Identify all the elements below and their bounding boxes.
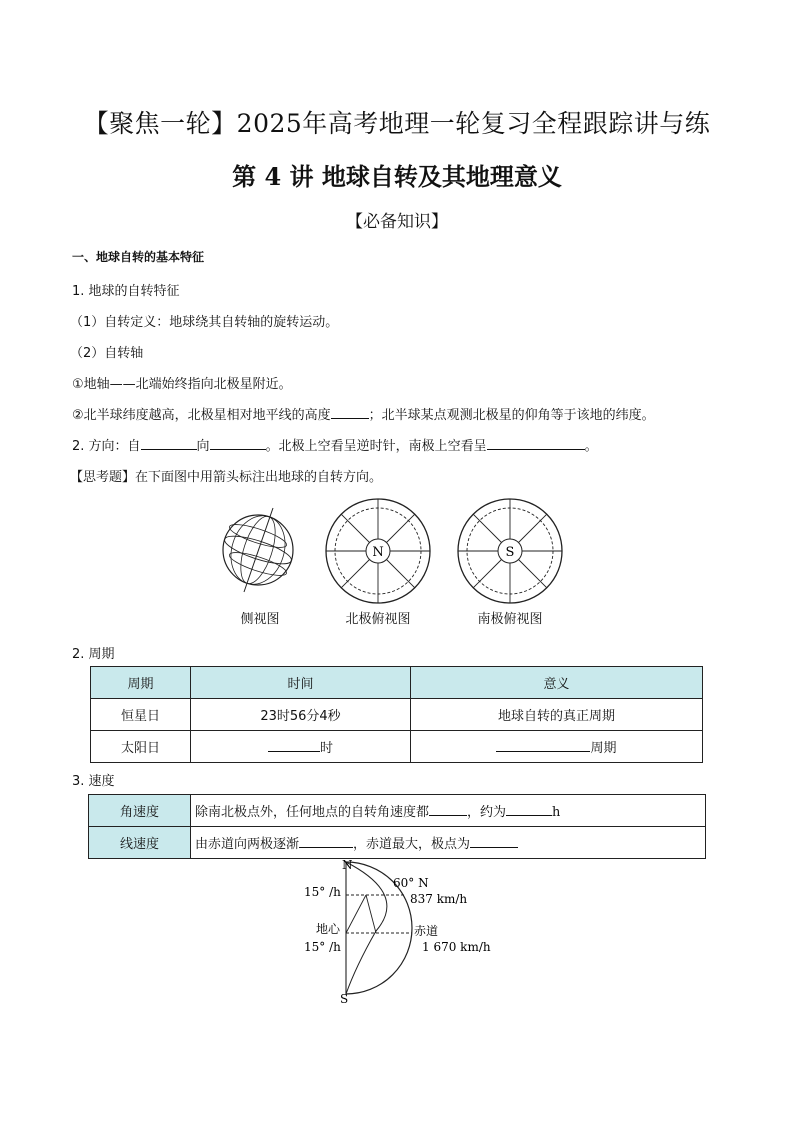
answer-blank-linear-trend[interactable] (299, 835, 353, 848)
para-axis: （2）自转轴 (70, 346, 144, 361)
side-view-caption: 侧视图 (240, 612, 280, 627)
table-cell: 太阳日 (91, 731, 191, 763)
column-header: 周期 (91, 667, 191, 699)
angular-text-c: h (552, 805, 561, 820)
para-axis-1: ①地轴——北端始终指向北极星附近。 (72, 377, 292, 392)
para-direction (72, 435, 598, 454)
rotation-speed-figure (296, 856, 506, 1006)
angular-speed-label: 角速度 (89, 795, 191, 827)
linear-speed-label: 线速度 (89, 827, 191, 859)
table-cell (411, 731, 703, 763)
para-definition: （1）自转定义：地球绕其自转轴的旋转运动。 (70, 315, 339, 330)
heading-rotation-features: 1. 地球的自转特征 (72, 284, 180, 299)
table-cell: 恒星日 (91, 699, 191, 731)
speed-eq-label: 1 670 km/h (422, 940, 491, 954)
answer-blank-from[interactable] (141, 437, 197, 450)
speed-60-label: 837 km/h (410, 892, 468, 906)
direction-text-c: 。北极上空看呈逆时针，南极上空看呈 (265, 439, 487, 454)
column-header: 意义 (411, 667, 703, 699)
table-row (89, 827, 706, 859)
south-letter: S (505, 545, 515, 560)
answer-blank-solar-day-meaning[interactable] (496, 739, 590, 752)
answer-blank-angular-same[interactable] (429, 803, 467, 816)
angular-label-mid: 15° /h (304, 940, 341, 954)
linear-text-b: ，赤道最大，极点为 (353, 837, 471, 852)
heading-basic-features: 一、地球自转的基本特征 (72, 250, 205, 264)
north-letter: N (372, 545, 384, 560)
center-label: 地心 (316, 922, 341, 936)
south-view-caption: 南极俯视图 (477, 612, 543, 627)
table-row (91, 731, 703, 763)
speed-table (88, 794, 706, 859)
heading-speed: 3. 速度 (72, 774, 115, 789)
solar-day-time-suffix: 时 (319, 741, 333, 756)
answer-blank-linear-pole[interactable] (470, 835, 518, 848)
think-text: 在下面图中用箭头标注出地球的自转方向。 (135, 470, 383, 485)
answer-blank-south[interactable] (487, 437, 585, 450)
linear-speed-cell (191, 827, 706, 859)
linear-text-a: 由赤道向两极逐渐 (195, 837, 300, 852)
period-table (90, 666, 703, 763)
para-axis-2 (72, 404, 655, 423)
side-view-globe-figure (218, 500, 302, 596)
answer-blank-to[interactable] (210, 437, 266, 450)
south-label: S (340, 992, 349, 1006)
answer-blank-angular-value[interactable] (506, 803, 552, 816)
heading-period: 2. 周期 (72, 647, 115, 662)
answer-blank-solar-day-hours[interactable] (268, 739, 320, 752)
para-axis-2-text-a: ②北半球纬度越高，北极星相对地平线的高度 (72, 408, 331, 423)
angular-speed-cell (191, 795, 706, 827)
table-cell (191, 731, 411, 763)
direction-text-d: 。 (584, 439, 598, 454)
series-title: 【聚焦一轮】2025年高考地理一轮复习全程跟踪讲与练 (83, 109, 711, 138)
table-row (91, 699, 703, 731)
south-pole-view-figure (450, 496, 570, 606)
angular-label-top: 15° /h (304, 885, 341, 899)
think-label: 【思考题】 (70, 470, 136, 485)
table-cell: 地球自转的真正周期 (411, 699, 703, 731)
direction-text-a: 2. 方向：自 (72, 439, 141, 454)
think-question (70, 466, 382, 485)
north-label: N (342, 858, 353, 872)
section-label: 【必备知识】 (346, 212, 448, 232)
lesson-title: 第 4 讲 地球自转及其地理意义 (232, 162, 562, 191)
answer-blank-height[interactable] (331, 406, 369, 419)
angular-text-b: ，约为 (467, 805, 507, 820)
table-cell: 23时56分4秒 (191, 699, 411, 731)
period-table-header-row (91, 667, 703, 699)
north-view-caption: 北极俯视图 (345, 612, 411, 627)
equator-label: 赤道 (414, 924, 439, 938)
para-axis-2-text-b: ；北半球某点观测北极星的仰角等于该地的纬度。 (368, 408, 655, 423)
column-header: 时间 (191, 667, 411, 699)
radius-60 (346, 895, 366, 933)
solar-day-meaning-suffix: 周期 (590, 741, 617, 756)
north-pole-view-figure (318, 496, 438, 606)
table-row (89, 795, 706, 827)
angular-text-a: 除南北极点外，任何地点的自转角速度都 (195, 805, 430, 820)
meridian-curve (346, 862, 387, 994)
lat-60-label: 60° N (393, 876, 429, 890)
direction-text-b: 向 (196, 439, 210, 454)
